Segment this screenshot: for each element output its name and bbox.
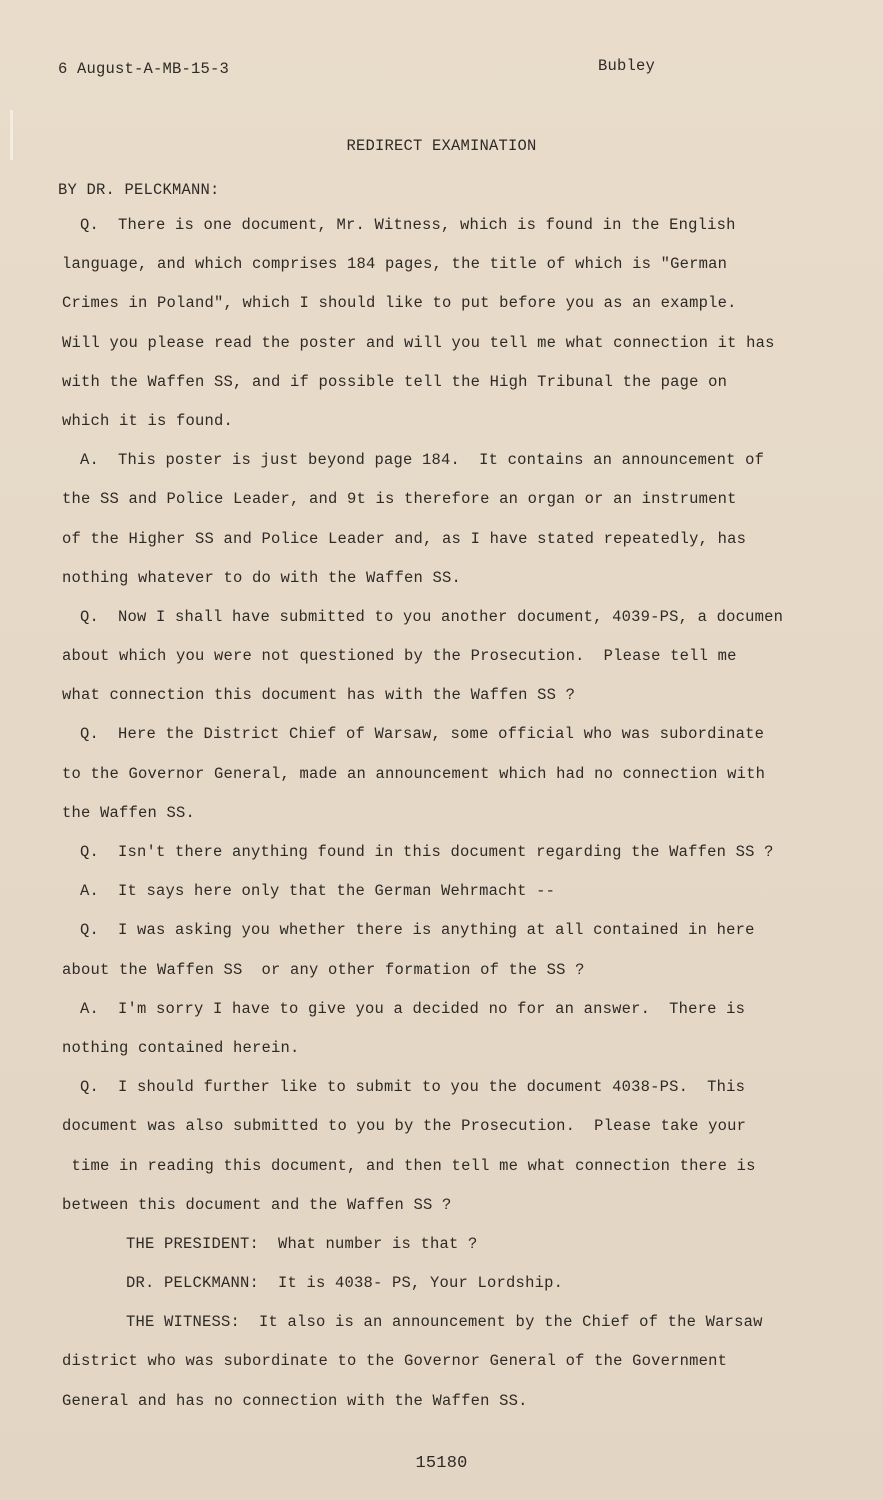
transcript-line: Q. Here the District Chief of Warsaw, some official who was subordinate bbox=[80, 725, 765, 744]
transcript-line: THE PRESIDENT: What number is that ? bbox=[126, 1234, 478, 1253]
transcript-line: General and has no connection with the Waffen SS. bbox=[62, 1391, 528, 1410]
page-number: 15180 bbox=[415, 1454, 468, 1473]
transcript-line: about the Waffen SS or any other formation of the SS ? bbox=[62, 960, 585, 979]
transcript-line: Crimes in Poland", which I should like to put before you as an example. bbox=[62, 294, 737, 313]
transcript-line: language, and which comprises 184 pages, the title of which is "German bbox=[62, 255, 728, 274]
transcript-line: of the Higher SS and Police Leader and, as I have stated repeatedly, has bbox=[62, 529, 747, 548]
transcript-line: district who was subordinate to the Governor General of the Government bbox=[62, 1352, 728, 1371]
transcript-line: A. I'm sorry I have to give you a decided no for an answer. There is bbox=[80, 999, 746, 1018]
transcript-line: time in reading this document, and then tell me what connection there is bbox=[62, 1156, 756, 1175]
transcript-body bbox=[62, 212, 852, 1427]
transcript-line: the Waffen SS. bbox=[62, 803, 196, 822]
section-title: REDIRECT EXAMINATION bbox=[346, 137, 537, 155]
transcript-line: about which you were not questioned by the Prosecution. Please tell me bbox=[62, 647, 737, 666]
transcript-line: A. It says here only that the German Wehrmacht -- bbox=[80, 882, 556, 901]
transcript-line: which it is found. bbox=[62, 411, 234, 430]
transcript-line: Q. I was asking you whether there is anything at all contained in here bbox=[80, 921, 755, 940]
transcript-line: to the Governor General, made an announcement which had no connection with bbox=[62, 764, 766, 783]
transcript-line: the SS and Police Leader, and 9t is therefore an organ or an instrument bbox=[62, 490, 737, 509]
transcript-line: Q. Isn't there anything found in this document regarding the Waffen SS ? bbox=[80, 843, 774, 861]
transcript-line: DR. PELCKMANN: It is 4038- PS, Your Lordship. bbox=[126, 1274, 564, 1293]
transcript-line: THE WITNESS: It also is an announcement by the Chief of the Warsaw bbox=[126, 1313, 763, 1332]
header-reference-code: 6 August-A-MB-15-3 bbox=[58, 60, 230, 78]
transcript-line: between this document and the Waffen SS ? bbox=[62, 1195, 452, 1214]
transcript-line: with the Waffen SS, and if possible tell the High Tribunal the page on bbox=[62, 372, 728, 391]
transcript-line: Q. There is one document, Mr. Witness, which is found in the English bbox=[80, 216, 736, 234]
transcript-line: nothing contained herein. bbox=[62, 1038, 300, 1057]
transcript-line: what connection this document has with the Waffen SS ? bbox=[62, 686, 576, 705]
transcript-line: Will you please read the poster and will you tell me what connection it has bbox=[62, 333, 775, 352]
header-reporter-name: Bubley bbox=[598, 57, 656, 75]
transcript-line: Q. I should further like to submit to you the document 4038-PS. This bbox=[80, 1078, 746, 1097]
examiner-line: BY DR. PELCKMANN: bbox=[58, 181, 220, 199]
transcript-line: nothing whatever to do with the Waffen SS. bbox=[62, 568, 462, 587]
transcript-line: A. This poster is just beyond page 184. It contains an announcement of bbox=[80, 451, 765, 470]
transcript-line: Q. Now I shall have submitted to you another document, 4039-PS, a documen bbox=[80, 607, 784, 626]
transcript-line: document was also submitted to you by the Prosecution. Please take your bbox=[62, 1117, 747, 1136]
